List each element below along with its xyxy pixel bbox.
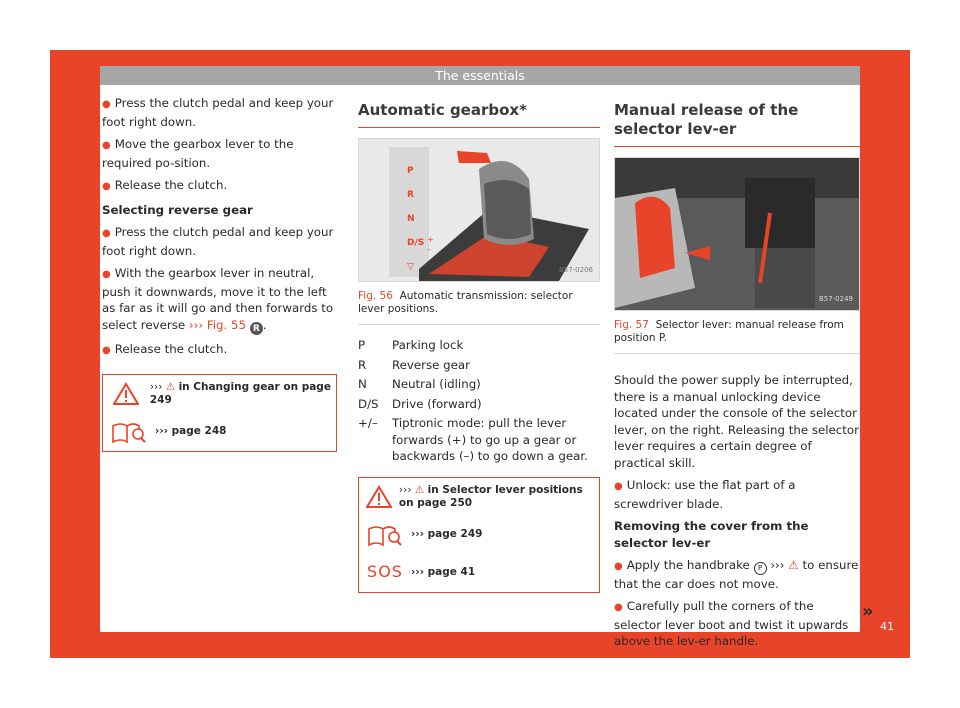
def-key: P xyxy=(358,338,366,352)
label-ds: D/S xyxy=(407,238,425,248)
definition-row xyxy=(358,396,600,413)
bullet-icon: ● xyxy=(102,269,111,280)
def-key: +/– xyxy=(358,416,378,430)
paragraph: Should the power supply be interrupted, there is a manual unlocking device located under the console of the selector lever, on the right. Releasing the selector lever requires a certain degree of practical skill. xyxy=(614,373,859,470)
def-key: D/S xyxy=(358,396,379,411)
figure-id: B57-0206 xyxy=(558,265,593,274)
section-title: Automatic gearbox* xyxy=(358,101,527,119)
label-p: P xyxy=(407,166,414,176)
bullet-item xyxy=(102,177,337,196)
bullet-icon: ● xyxy=(102,345,111,357)
def-key: N xyxy=(358,377,367,391)
warning-triangle-icon xyxy=(103,382,150,406)
def-value: Reverse gear xyxy=(392,357,470,372)
definition-row xyxy=(358,415,600,465)
continue-marker: » xyxy=(862,601,874,622)
plus-mark: + xyxy=(427,235,434,244)
tiptronic-marks xyxy=(427,235,434,255)
bullet-text: Carefully pull the corners of the selector lever boot and twist it upwards above the lev-er handle. xyxy=(614,599,849,648)
warning-link[interactable]: in Selector lever positions on page 250 xyxy=(398,483,583,509)
small-warning-icon: ⚠ xyxy=(788,558,799,572)
figure-number: Fig. 57 xyxy=(614,319,649,331)
bullet-item xyxy=(614,477,860,512)
reverse-circle-icon: R xyxy=(250,322,263,335)
label-n: N xyxy=(407,214,415,224)
note-row xyxy=(359,516,599,554)
section-title: Manual release of the selector lev-er xyxy=(614,101,799,138)
warning-box xyxy=(358,477,600,593)
ref-arrow: ››› xyxy=(398,483,412,496)
small-warning-icon: ⚠ xyxy=(165,380,176,393)
def-value: Drive (forward) xyxy=(392,396,482,411)
bullet-item: ● With the gearbox lever in neutral, push it downwards, move it to the left as far as it will go and then forwards to select reverse ››› Fig. 55 R . xyxy=(102,266,334,334)
bullet-item xyxy=(102,341,337,360)
bullet-icon: ● xyxy=(102,228,111,239)
figure-number: Fig. 56 xyxy=(358,290,393,302)
bullet-icon: ● xyxy=(102,140,111,151)
bullet-text: Release the clutch. xyxy=(114,342,228,357)
definition-row xyxy=(358,376,600,393)
page-link[interactable]: ››› page 248 xyxy=(155,425,227,438)
definition-list xyxy=(358,337,600,465)
minus-mark: – xyxy=(427,245,431,254)
definition-row xyxy=(358,357,600,374)
bullet-icon: ● xyxy=(614,561,623,572)
sos-row xyxy=(359,554,599,592)
bullet-icon: ● xyxy=(102,181,111,192)
column-manual-release xyxy=(614,95,860,656)
def-key: R xyxy=(358,357,367,372)
gear-selector-illustration xyxy=(359,139,600,281)
selector-labels xyxy=(407,159,424,279)
column-manual-gearbox xyxy=(102,95,337,452)
book-magnifier-icon xyxy=(103,420,155,444)
bullet-text: Press the clutch pedal and keep your foot right down. xyxy=(102,96,334,129)
figure-id: B57-0249 xyxy=(818,294,853,303)
definition-row xyxy=(358,337,600,354)
page-link[interactable]: ››› page 41 xyxy=(411,566,476,578)
section-divider xyxy=(358,127,600,128)
ref-arrow: ››› xyxy=(770,558,785,572)
bullet-item xyxy=(614,557,860,592)
warning-row xyxy=(359,478,599,516)
down-triangle-icon: ▽ xyxy=(407,262,414,272)
subheading-reverse-gear: Selecting reverse gear xyxy=(102,202,253,217)
bullet-item xyxy=(614,598,860,650)
column-automatic-gearbox xyxy=(358,95,600,593)
warning-box xyxy=(102,374,337,452)
caption-text: Automatic transmission: selector lever positions. xyxy=(358,290,573,315)
bullet-icon: ● xyxy=(614,602,623,613)
bullet-text: Release the clutch. xyxy=(114,178,228,192)
warning-triangle-icon xyxy=(359,485,399,509)
page-link[interactable]: ››› page 249 xyxy=(411,528,483,540)
page-header: The essentials xyxy=(100,66,860,85)
bullet-item xyxy=(102,136,337,171)
label-r: R xyxy=(407,190,414,200)
figure-manual-release xyxy=(614,157,860,311)
bullet-text: With the gearbox lever in neutral, push it downwards, move it to the left as far as it will go and then forwards to select reverse xyxy=(102,266,334,332)
section-divider xyxy=(614,146,860,147)
def-value: Parking lock xyxy=(392,338,464,352)
def-value: Neutral (idling) xyxy=(392,377,481,391)
bullet-text: to ensure that the car does not move. xyxy=(614,558,859,591)
handbrake-icon: P xyxy=(754,562,767,575)
warning-row xyxy=(103,375,336,413)
def-value: Tiptronic mode: pull the lever forwards (+) to go up a gear or backwards (–) to go down a gear. xyxy=(392,416,588,463)
bullet-icon: ● xyxy=(102,99,111,110)
bullet-text: Unlock: use the flat part of a screwdriver blade. xyxy=(614,478,796,511)
manual-release-photo xyxy=(615,158,860,310)
ref-arrow: ››› xyxy=(149,380,163,393)
figure-link[interactable]: Fig. 55 xyxy=(206,317,247,332)
figure-selector-lever xyxy=(358,138,600,282)
bullet-item xyxy=(102,95,337,130)
bullet-item xyxy=(102,224,337,259)
bullet-icon: ● xyxy=(614,481,623,492)
figure-caption xyxy=(358,290,600,325)
caption-text: Selector lever: manual release from position P. xyxy=(614,319,844,344)
book-magnifier-icon xyxy=(359,523,411,547)
ref-arrow: ››› xyxy=(188,317,204,332)
small-warning-icon: ⚠ xyxy=(414,483,425,496)
page-number: 41 xyxy=(880,620,894,633)
bullet-text: Move the gearbox lever to the required po-sition. xyxy=(102,137,294,170)
warning-link[interactable]: in Changing gear on page 249 xyxy=(149,380,331,406)
bullet-text: Press the clutch pedal and keep your foot right down. xyxy=(102,225,334,258)
bullet-text: Apply the handbrake xyxy=(626,558,750,572)
sos-icon-text: SOS xyxy=(367,562,403,582)
figure-caption xyxy=(614,319,860,354)
note-row xyxy=(103,413,336,451)
subheading-remove-cover: Removing the cover from the selector lev-er xyxy=(614,519,809,550)
sos-icon xyxy=(359,564,411,581)
